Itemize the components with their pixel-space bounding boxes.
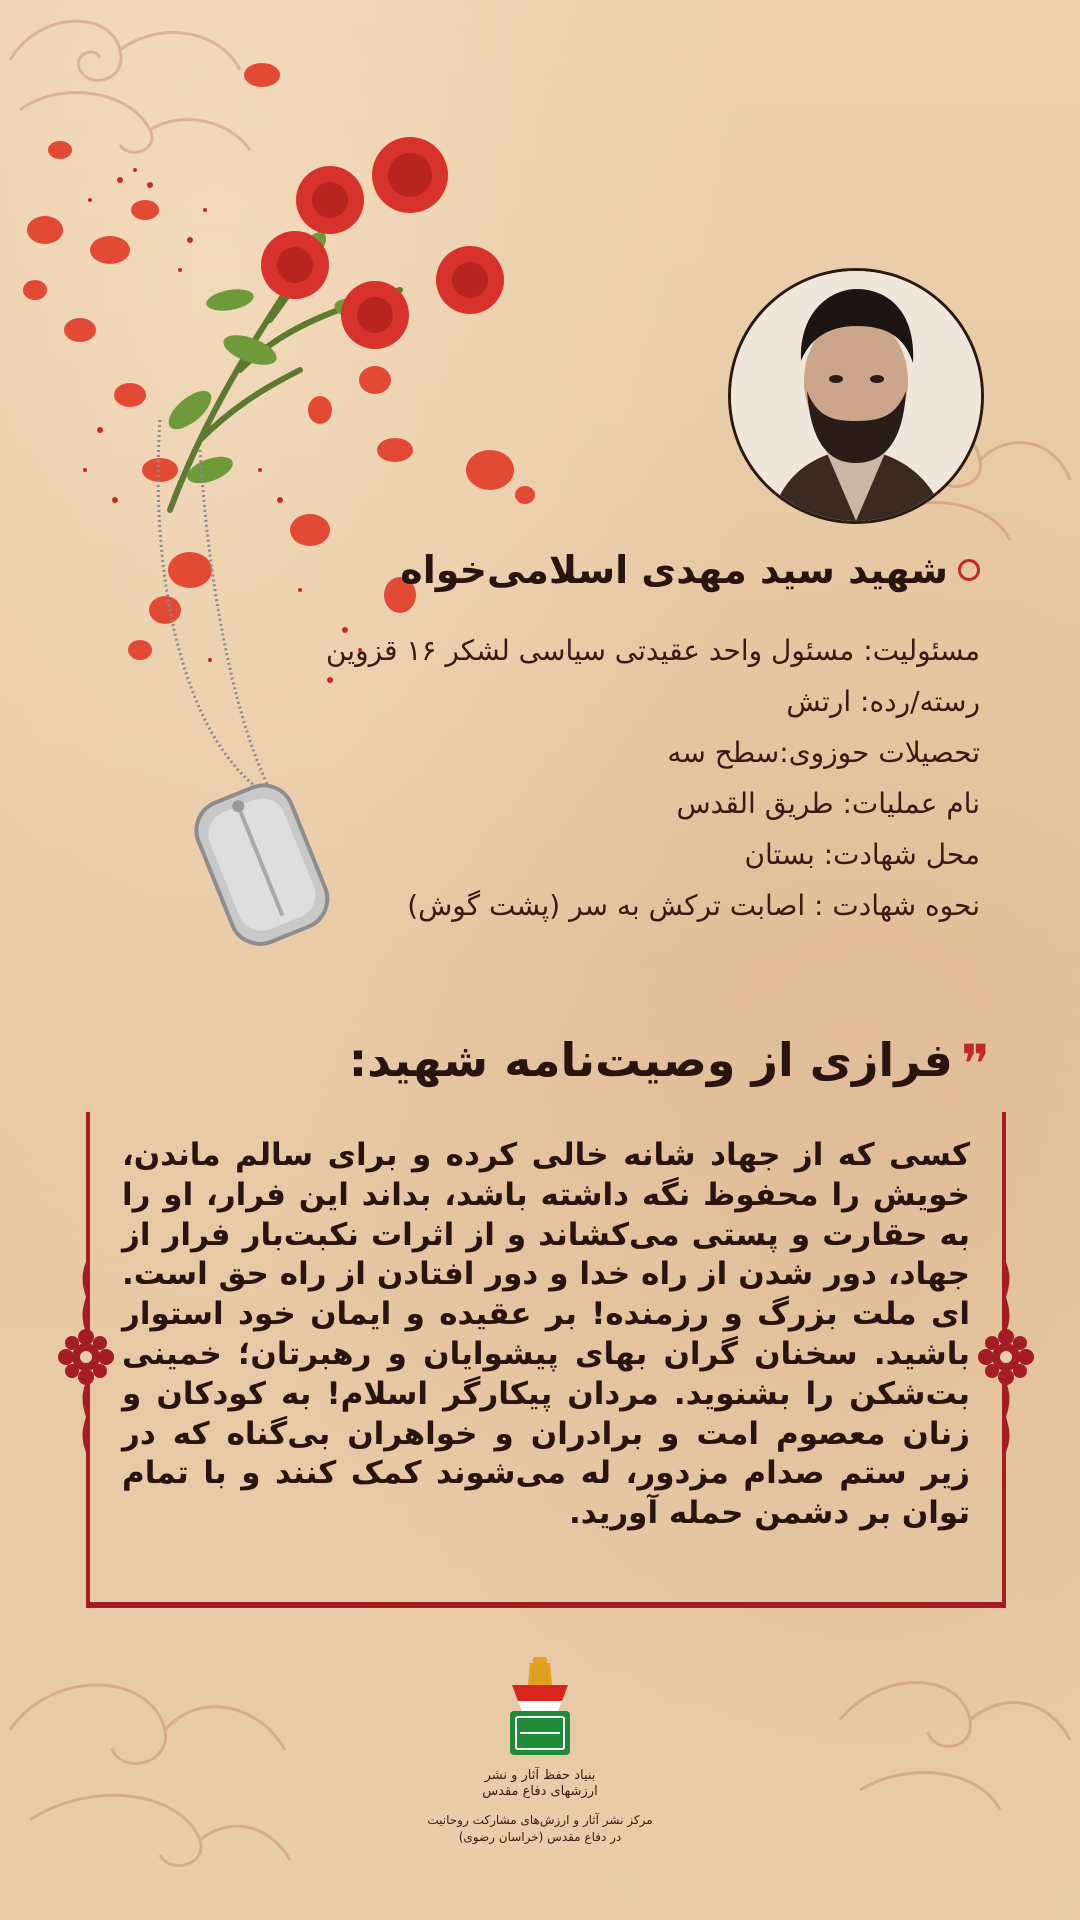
swirl-ornament-bottom-right [820, 1640, 1080, 1840]
will-text: کسی که از جهاد شانه خالی کرده و برای سالم ماندن، خویش را محفوظ نگه داشته باشد، بداند این فرار، او را به حقارت و پستی می‌کشاند و از اثرات نکبت‌بار فرار از جهاد، دور شدن از راه خدا و دور افتادن از راه حق است. ای ملت بزرگ و رزمنده! بر عقیده و ایمان خود استوار باشید. سخنان گران بهای پیشوایان و رهبرتان؛ خمینی بت‌شکن را بشنوید. مردان پیکارگر اسلام! به کودکان و زنان معصوم امت و برادران و خواهران بی‌گناه که در زیر ستم صدام مزدور، له می‌شوند کمک کنند و با تمام توان بر دشمن حمله آورید. [122, 1137, 970, 1532]
detail-responsibility: مسئولیت: مسئول واحد عقیدتی سیاسی لشکر ۱۶ قزوین [325, 634, 980, 667]
will-title: فرازی از وصیت‌نامه شهید: [348, 1033, 953, 1087]
footer-line-3: مرکز نشر آثار و ارزش‌های مشارکت روحانیت [427, 1813, 653, 1827]
organization-logo [500, 1655, 580, 1765]
circle-bullet-icon [958, 559, 980, 581]
detail-martyrdom-manner: نحوه شهادت : اصابت ترکش به سر (پشت گوش) [407, 889, 980, 922]
will-heading [348, 1028, 990, 1096]
will-frame [86, 1112, 1006, 1608]
martyr-name-row [400, 548, 980, 592]
detail-operation-name: نام عملیات: طریق القدس [676, 787, 980, 820]
flower-ornament-right [974, 1262, 1038, 1452]
footer-center-name [380, 1812, 700, 1846]
quote-mark-icon: ❞ [960, 1033, 990, 1096]
footer-line-2: ارزشهای دفاع مقدس [482, 1784, 598, 1799]
detail-martyrdom-place: محل شهادت: بستان [744, 838, 980, 871]
detail-branch: رسته/رده: ارتش [786, 685, 980, 718]
martyr-details [260, 625, 980, 931]
portrait-icon [731, 271, 981, 521]
martyr-portrait [728, 268, 984, 524]
swirl-ornament-bottom-left [0, 1650, 300, 1910]
detail-seminary-education: تحصیلات حوزوی:سطح سه [667, 736, 980, 769]
footer-line-4: در دفاع مقدس (خراسان رضوی) [458, 1830, 622, 1844]
flower-ornament-left [54, 1262, 118, 1452]
martyr-name: شهید سید مهدی اسلامی‌خواه [400, 548, 948, 592]
footer-line-1: بنیاد حفظ آثار و نشر [484, 1768, 596, 1783]
footer-org-name [380, 1768, 700, 1800]
